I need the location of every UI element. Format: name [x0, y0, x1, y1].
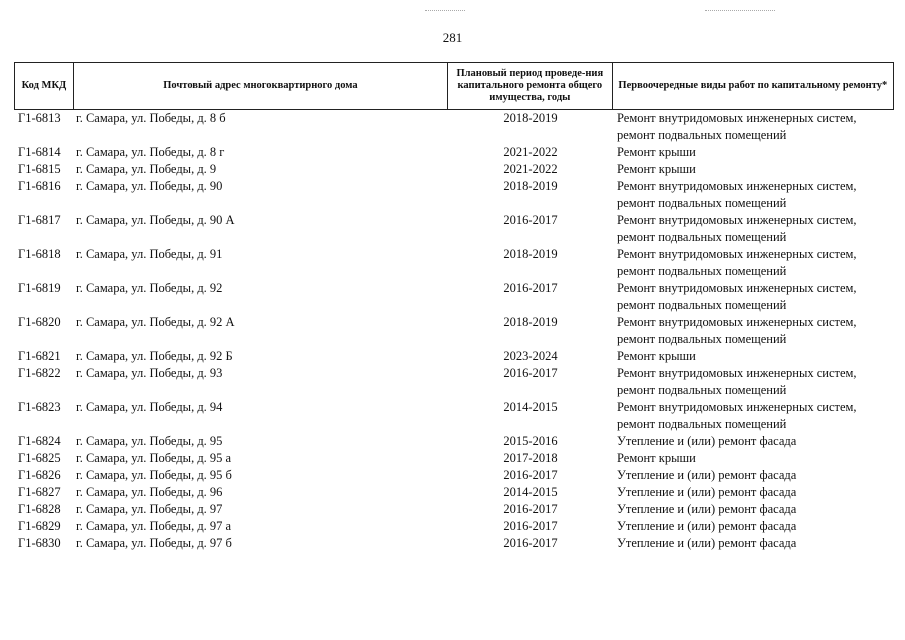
table-row — [14, 450, 894, 467]
cell-period: 2015-2016 — [503, 434, 558, 448]
works-line: Утепление и (или) ремонт фасада — [617, 536, 797, 550]
cell-address: г. Самара, ул. Победы, д. 92 Б — [76, 349, 233, 363]
table-row — [14, 144, 894, 161]
cell-address: г. Самара, ул. Победы, д. 92 А — [76, 315, 235, 329]
cell-address: г. Самара, ул. Победы, д. 91 — [76, 247, 223, 261]
cell-code: Г1-6830 — [18, 536, 61, 550]
cell-code: Г1-6818 — [18, 247, 61, 261]
table-row — [14, 399, 894, 433]
table-body — [14, 110, 894, 552]
table-row — [14, 467, 894, 484]
works-line: ремонт подвальных помещений — [617, 264, 787, 278]
cell-address: г. Самара, ул. Победы, д. 97 б — [76, 536, 232, 550]
works-line: ремонт подвальных помещений — [617, 417, 787, 431]
cell-works — [613, 518, 894, 535]
cell-code: Г1-6829 — [18, 519, 61, 533]
cell-works — [613, 314, 894, 348]
page-number: 281 — [442, 30, 463, 45]
works-line: Ремонт крыши — [617, 162, 696, 176]
table-header — [14, 62, 894, 110]
cell-works — [613, 450, 894, 467]
cell-code: Г1-6814 — [18, 145, 61, 159]
works-line: ремонт подвальных помещений — [617, 230, 787, 244]
table-row — [14, 518, 894, 535]
cell-works — [613, 280, 894, 314]
cell-period: 2018-2019 — [503, 315, 558, 329]
works-line: ремонт подвальных помещений — [617, 128, 787, 142]
works-line: Утепление и (или) ремонт фасада — [617, 519, 797, 533]
header-period: Плановый период проведе-ния капитального ремонта общего имущества, годы — [448, 63, 613, 109]
works-line: Ремонт крыши — [617, 451, 696, 465]
works-line: Ремонт внутридомовых инженерных систем, — [617, 281, 857, 295]
cell-works — [613, 467, 894, 484]
cell-address: г. Самара, ул. Победы, д. 95 — [76, 434, 223, 448]
works-line: Ремонт внутридомовых инженерных систем, — [617, 179, 857, 193]
works-line: Ремонт крыши — [617, 145, 696, 159]
cell-works — [613, 501, 894, 518]
header-code: Код МКД — [15, 63, 74, 109]
cell-period: 2014-2015 — [503, 400, 558, 414]
cell-address: г. Самара, ул. Победы, д. 8 г — [76, 145, 225, 159]
cell-address: г. Самара, ул. Победы, д. 8 б — [76, 111, 226, 125]
cell-code: Г1-6820 — [18, 315, 61, 329]
cell-code: Г1-6823 — [18, 400, 61, 414]
cell-code: Г1-6822 — [18, 366, 61, 380]
works-line: Ремонт крыши — [617, 349, 696, 363]
cell-period: 2014-2015 — [503, 485, 558, 499]
cell-code: Г1-6821 — [18, 349, 61, 363]
cell-period: 2016-2017 — [503, 519, 558, 533]
works-line: ремонт подвальных помещений — [617, 332, 787, 346]
table-row — [14, 433, 894, 450]
cell-code: Г1-6815 — [18, 162, 61, 176]
cell-address: г. Самара, ул. Победы, д. 92 — [76, 281, 223, 295]
works-line: Утепление и (или) ремонт фасада — [617, 434, 797, 448]
cell-code: Г1-6826 — [18, 468, 61, 482]
cell-code: Г1-6819 — [18, 281, 61, 295]
works-line: ремонт подвальных помещений — [617, 196, 787, 210]
cell-code: Г1-6816 — [18, 179, 61, 193]
works-line: Ремонт внутридомовых инженерных систем, — [617, 213, 857, 227]
cell-address: г. Самара, ул. Победы, д. 97 а — [76, 519, 232, 533]
cell-code: Г1-6828 — [18, 502, 61, 516]
cell-address: г. Самара, ул. Победы, д. 9 — [76, 162, 217, 176]
table-row — [14, 365, 894, 399]
works-line: Ремонт внутридомовых инженерных систем, — [617, 111, 857, 125]
cell-works — [613, 484, 894, 501]
cell-address: г. Самара, ул. Победы, д. 96 — [76, 485, 223, 499]
cell-period: 2016-2017 — [503, 502, 558, 516]
cell-address: г. Самара, ул. Победы, д. 97 — [76, 502, 223, 516]
table-row — [14, 314, 894, 348]
cell-code: Г1-6825 — [18, 451, 61, 465]
cell-works — [613, 144, 894, 161]
cell-code: Г1-6824 — [18, 434, 61, 448]
header-address: Почтовый адрес многоквартирного дома — [74, 63, 448, 109]
cell-works — [613, 178, 894, 212]
cell-works — [613, 433, 894, 450]
cell-period: 2023-2024 — [503, 349, 558, 363]
table-row — [14, 535, 894, 552]
cell-address: г. Самара, ул. Победы, д. 95 б — [76, 468, 232, 482]
cell-period: 2016-2017 — [503, 281, 558, 295]
works-line: Утепление и (или) ремонт фасада — [617, 468, 797, 482]
cell-address: г. Самара, ул. Победы, д. 93 — [76, 366, 223, 380]
works-line: Утепление и (или) ремонт фасада — [617, 502, 797, 516]
cell-works — [613, 212, 894, 246]
table-row — [14, 161, 894, 178]
table-row — [14, 501, 894, 518]
header-works: Первоочередные виды работ по капитальному ремонту* — [618, 80, 888, 91]
cell-period: 2017-2018 — [503, 451, 558, 465]
cell-code: Г1-6827 — [18, 485, 61, 499]
works-line: Ремонт внутридомовых инженерных систем, — [617, 315, 857, 329]
works-line: Ремонт внутридомовых инженерных систем, — [617, 366, 857, 380]
cell-period: 2016-2017 — [503, 536, 558, 550]
cell-works — [613, 110, 894, 144]
table-row — [14, 484, 894, 501]
cell-works — [613, 365, 894, 399]
cell-address: г. Самара, ул. Победы, д. 94 — [76, 400, 223, 414]
works-line: Ремонт внутридомовых инженерных систем, — [617, 400, 857, 414]
cell-code: Г1-6817 — [18, 213, 61, 227]
cell-code: Г1-6813 — [18, 111, 61, 125]
table-row — [14, 246, 894, 280]
cell-works — [613, 348, 894, 365]
cell-address: г. Самара, ул. Победы, д. 90 — [76, 179, 223, 193]
works-line: ремонт подвальных помещений — [617, 298, 787, 312]
table-row — [14, 178, 894, 212]
works-line: Утепление и (или) ремонт фасада — [617, 485, 797, 499]
cell-works — [613, 535, 894, 552]
cell-period: 2018-2019 — [503, 179, 558, 193]
cell-address: г. Самара, ул. Победы, д. 90 А — [76, 213, 235, 227]
works-line: ремонт подвальных помещений — [617, 383, 787, 397]
cell-works — [613, 399, 894, 433]
cell-period: 2016-2017 — [503, 213, 558, 227]
cell-works — [613, 161, 894, 178]
table-row — [14, 348, 894, 365]
scan-artifact-marks — [425, 10, 785, 16]
cell-period: 2016-2017 — [503, 468, 558, 482]
cell-period: 2021-2022 — [503, 145, 558, 159]
cell-period: 2021-2022 — [503, 162, 558, 176]
works-line: Ремонт внутридомовых инженерных систем, — [617, 247, 857, 261]
cell-period: 2016-2017 — [503, 366, 558, 380]
cell-period: 2018-2019 — [503, 111, 558, 125]
cell-period: 2018-2019 — [503, 247, 558, 261]
table-row — [14, 280, 894, 314]
table-row — [14, 212, 894, 246]
cell-address: г. Самара, ул. Победы, д. 95 а — [76, 451, 232, 465]
cell-works — [613, 246, 894, 280]
table-row — [14, 110, 894, 144]
